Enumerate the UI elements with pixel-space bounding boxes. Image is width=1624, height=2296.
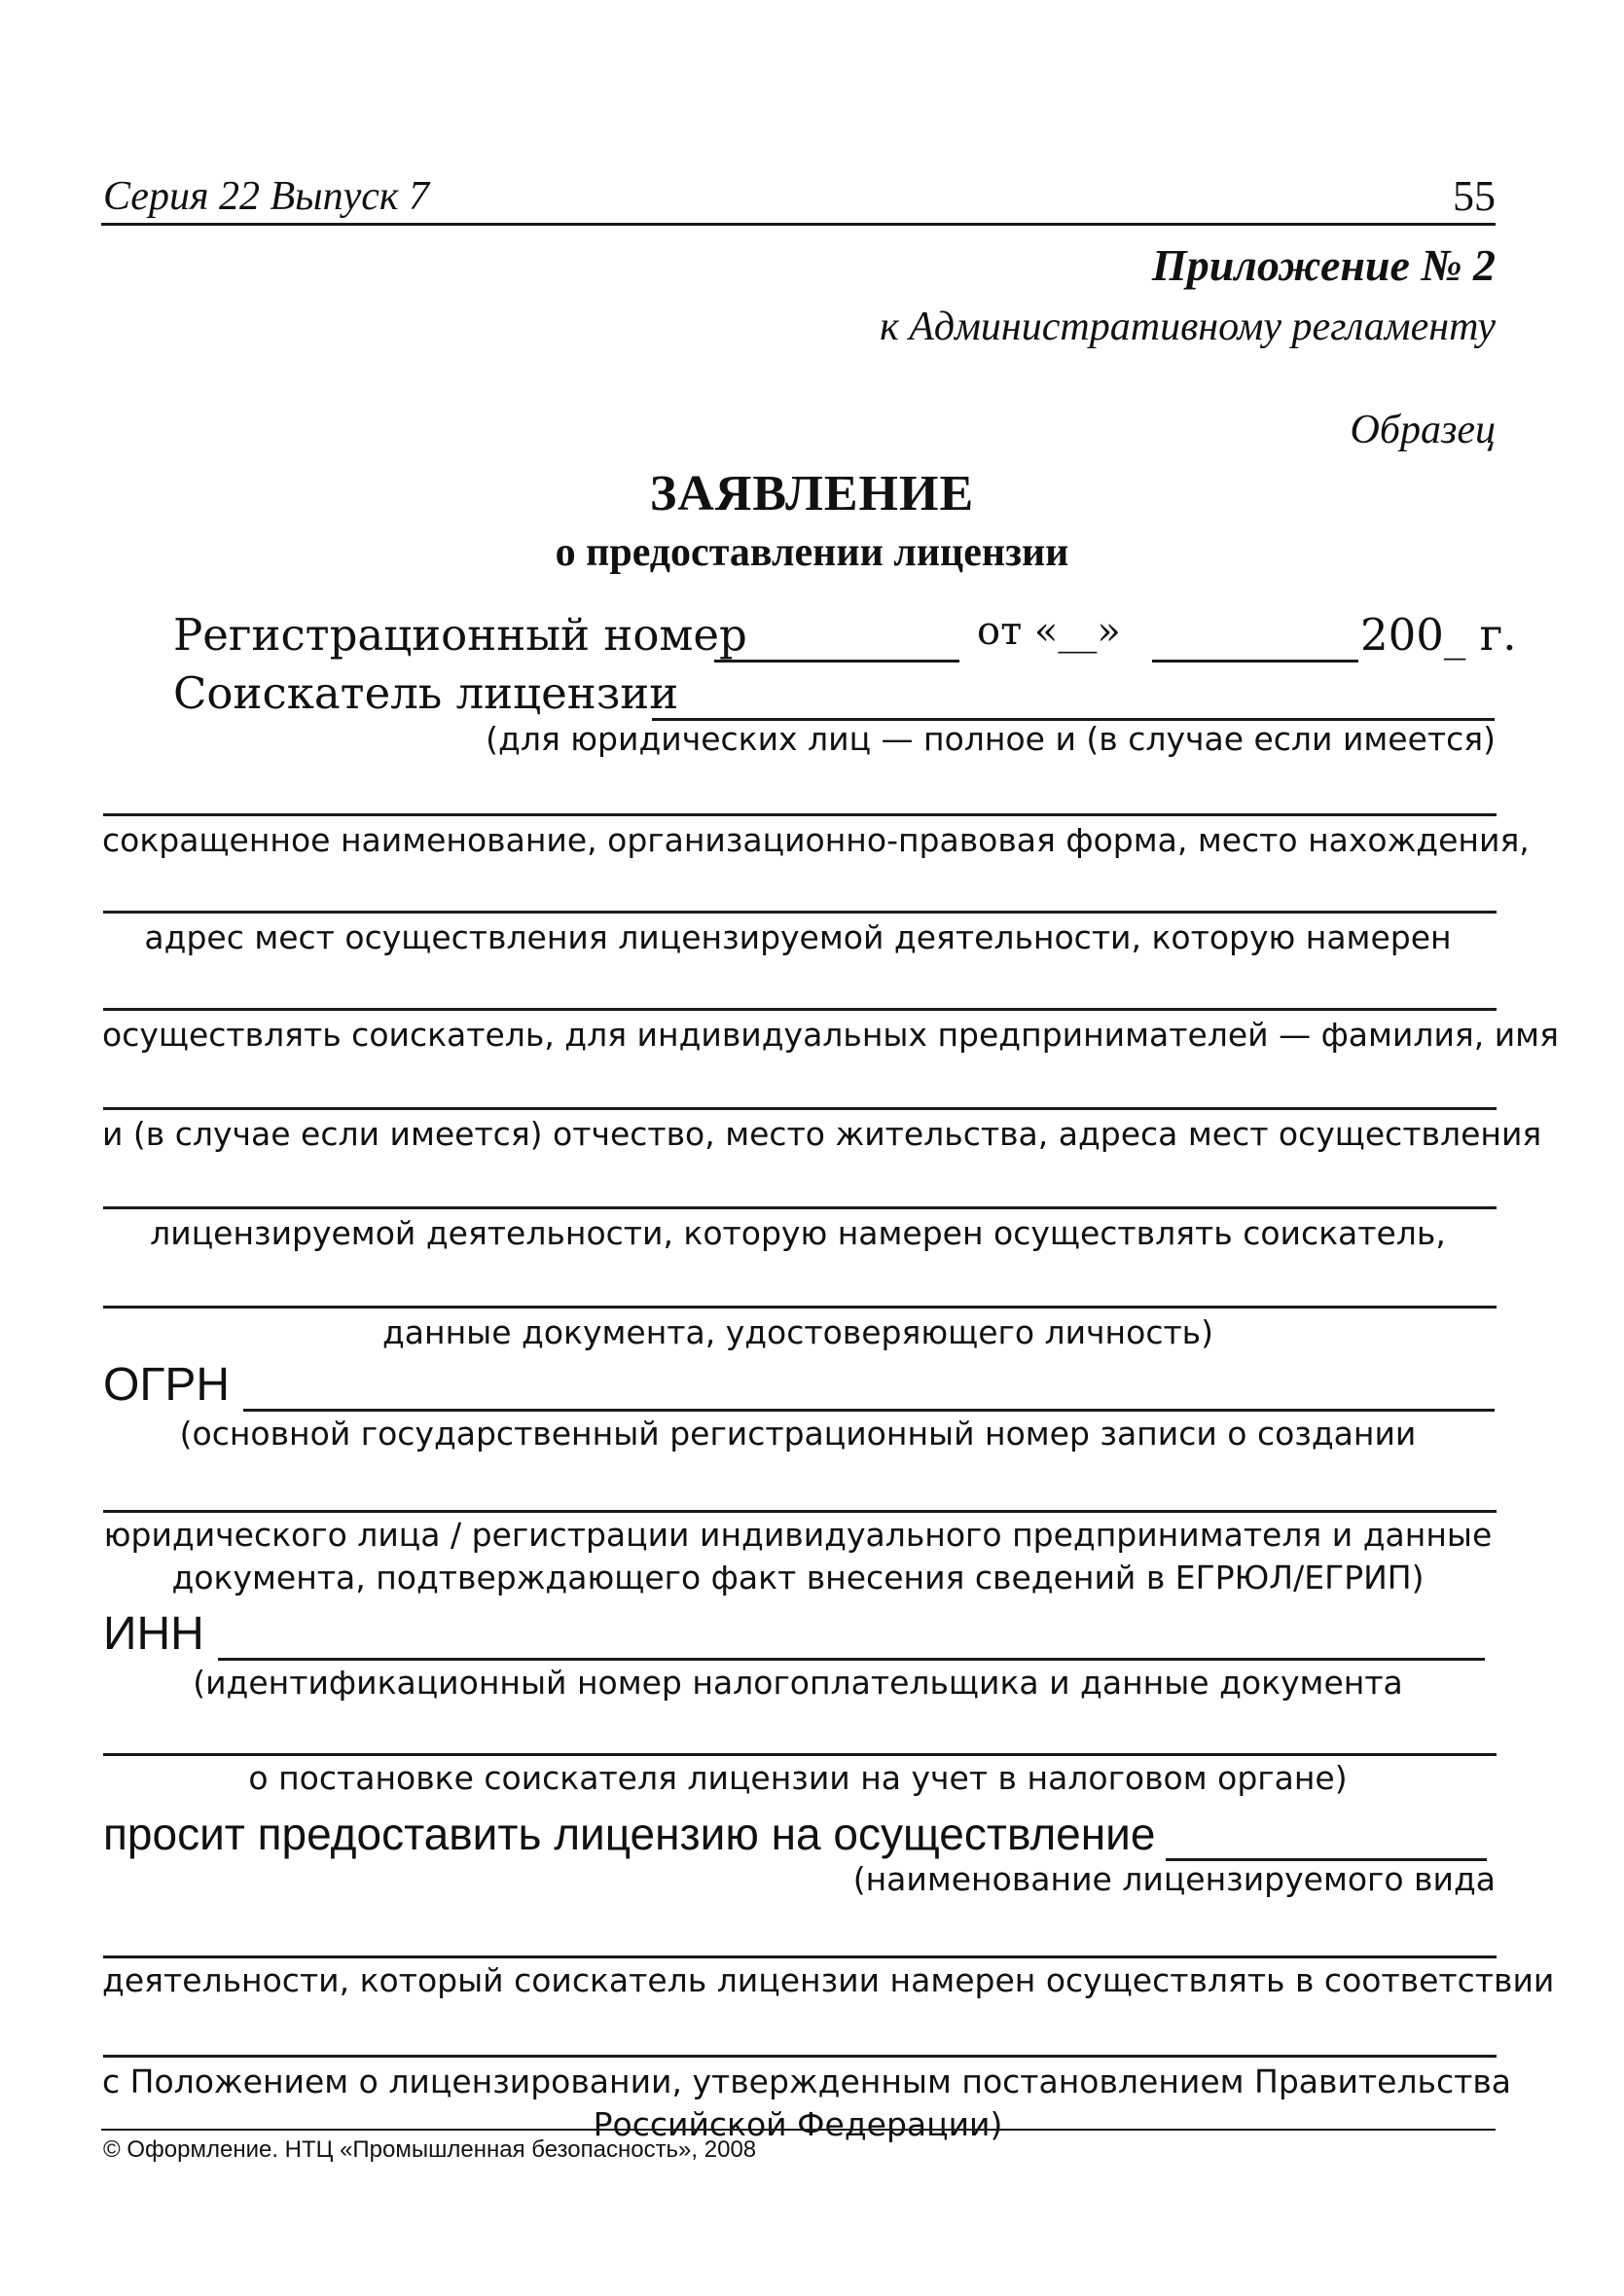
request-caption-1: (наименование лицензируемого вида (852, 1860, 1496, 1898)
request-field-3[interactable] (103, 2055, 1497, 2058)
ogrn-field[interactable] (243, 1409, 1495, 1412)
applicant-field-7[interactable] (103, 1306, 1497, 1309)
ogrn-caption-3: документа, подтверждающего факт внесения сведений в ЕГРЮЛ/ЕГРИП) (171, 1559, 1425, 1596)
applicant-caption-3: адрес мест осуществления лицензируемой деятельности, которую намерен (144, 918, 1452, 956)
registration-label: Регистрационный номер (173, 609, 747, 661)
inn-field-2[interactable] (103, 1753, 1497, 1756)
inn-field[interactable] (218, 1658, 1485, 1661)
registration-number-field[interactable] (714, 660, 959, 663)
request-caption-2: деятельности, который соискатель лицензии намерен осуществлять в соответствии (102, 1961, 1555, 1999)
applicant-caption-1: (для юридических лиц — полное и (в случае если имеется) (486, 720, 1496, 758)
registration-year: 200_ г. (1360, 609, 1517, 661)
applicant-caption-2: сокращенное наименование, организационно-правовая форма, место нахождения, (102, 821, 1530, 859)
applicant-caption-5: и (в случае если имеется) отчество, место жительства, адреса мест осуществления (102, 1115, 1542, 1153)
page-number: 55 (1453, 172, 1496, 220)
inn-label: ИНН (103, 1608, 204, 1660)
applicant-caption-7: данные документа, удостоверяющего личность) (381, 1313, 1214, 1351)
ogrn-label: ОГРН (103, 1359, 231, 1411)
applicant-caption-4: осуществлять соискатель, для индивидуальных предпринимателей — фамилия, имя (102, 1016, 1559, 1054)
applicant-field-3[interactable] (103, 911, 1497, 914)
applicant-caption-6: лицензируемой деятельности, которую намерен осуществлять соискатель, (150, 1214, 1446, 1252)
annex-title: Приложение № 2 (1151, 240, 1496, 290)
document-title: ЗАЯВЛЕНИЕ (649, 466, 975, 521)
annex-subtitle: к Административному регламенту (880, 305, 1496, 349)
document-subtitle: о предоставлении лицензии (555, 530, 1069, 575)
header-rule (101, 223, 1496, 226)
registration-date-prefix: от «__» (977, 609, 1121, 654)
ogrn-field-2[interactable] (103, 1510, 1497, 1513)
request-caption-4: Российской Федерации) (593, 2105, 1003, 2143)
applicant-field-2[interactable] (103, 813, 1497, 816)
applicant-label: Соискатель лицензии (173, 667, 679, 719)
applicant-field-4[interactable] (103, 1008, 1497, 1011)
request-caption-3: с Положением о лицензировании, утвержденным постановлением Правительства (102, 2063, 1512, 2100)
ogrn-caption-2: юридического лица / регистрации индивидуального предпринимателя и данные (103, 1516, 1493, 1554)
sample-label: Образец (1350, 408, 1496, 452)
inn-caption-1: (идентификационный номер налогоплательщика и данные документа (193, 1664, 1403, 1702)
series-label: Серия 22 Выпуск 7 (103, 174, 429, 219)
footer-rule (101, 2129, 1496, 2131)
registration-date-field[interactable] (1152, 660, 1358, 663)
ogrn-caption-1: (основной государственный регистрационный номер записи о создании (179, 1415, 1417, 1453)
inn-caption-2: о постановке соискателя лицензии на учет в налоговом органе) (248, 1759, 1348, 1797)
request-label: просит предоставить лицензию на осуществление (103, 1809, 1156, 1859)
request-field-2[interactable] (103, 1955, 1497, 1958)
applicant-field-6[interactable] (103, 1206, 1497, 1209)
applicant-field-5[interactable] (103, 1107, 1497, 1110)
footer-copyright: © Оформление. НТЦ «Промышленная безопасность», 2008 (103, 2136, 757, 2163)
